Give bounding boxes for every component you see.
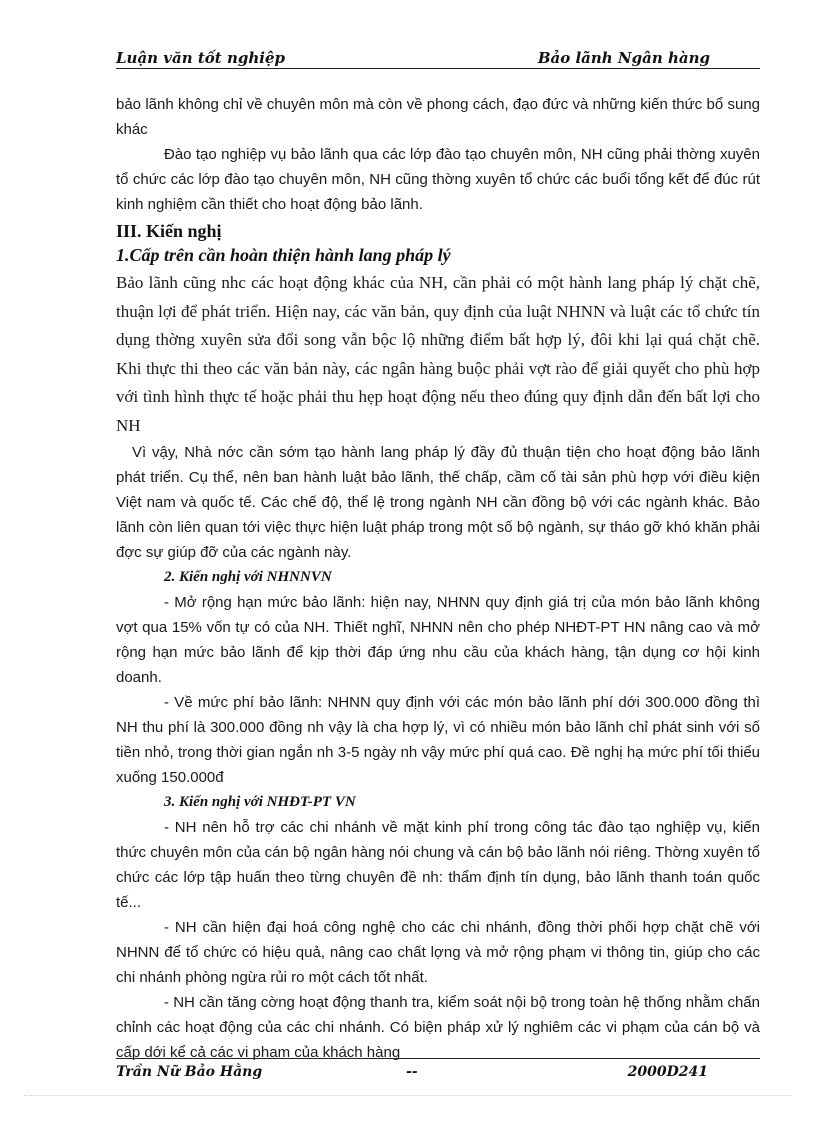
- heading-recommendations: III. Kiến nghị: [116, 221, 222, 241]
- page-header: [116, 46, 760, 69]
- heading-legal-framework: 1.Cấp trên cần hoàn thiện hành lang pháp lý: [116, 245, 451, 265]
- paragraph-branch-support: - NH nên hỗ trợ các chi nhánh về mặt kinh phí trong công tác đào tạo nghiệp vụ, kiến thức chuyên môn của cán bộ ngân hàng nói chung và cán bộ bảo lãnh nói riêng. Thờng xuyên tổ chức các lớp tập huấn theo từng chuyên đề nh: thẩm định tín dụng, bảo lãnh thanh toán quốc tế...: [116, 819, 760, 911]
- page-edge-divider: [24, 1095, 792, 1096]
- paragraph-modernization: - NH cần hiện đại hoá công nghệ cho các chi nhánh, đồng thời phối hợp chặt chẽ với NHNN để tổ chức có hiệu quả, nâng cao chất lợng và mở rộng phạm vi thông tin, giúp cho các chi nhánh phòng ngừa rủi ro một cách tốt nhất.: [116, 919, 760, 986]
- page-body: [116, 92, 760, 1065]
- header-topic-label: Bảo lãnh Ngân hàng: [537, 49, 710, 67]
- footer-page-number: --: [406, 1064, 418, 1079]
- page-footer: [116, 1058, 760, 1079]
- paragraph-state-action: Vì vậy, Nhà nớc cần sớm tạo hành lang pháp lý đầy đủ thuận tiện cho hoạt động bảo lãnh phát triển. Cụ thể, nên ban hành luật bảo lãnh, thế chấp, cầm cố tài sản phù hợp với điều kiện Việt nam và quốc tế. Các chế độ, thể lệ trong ngành NH cần đồng bộ với các ngành khác. Bảo lãnh còn liên quan tới việc thực hiện luật pháp trong một số bộ ngành, sự tháo gỡ khó khăn phải đợc sự giúp đỡ của các ngành này.: [116, 444, 760, 561]
- paragraph-legal-framework: Bảo lãnh cũng nhc các hoạt động khác của NH, cần phải có một hành lang pháp lý chặt chẽ, thuận lợi để phát triển. Hiện nay, các văn bản, quy định của luật NHNN và luật các tổ chức tín dụng thờng xuyên sửa đổi song vẫn bộc lộ những điểm bất hợp lý, đôi khi lại quá chặt chẽ. Khi thực thi theo các văn bản này, các ngân hàng buộc phải vợt rào để giải quyết cho phù hợp với tình hình thực tế hoặc phải thu hẹp hoạt động nếu theo đúng quy định dẫn đến bất lợi cho NH: [116, 273, 760, 435]
- header-thesis-label: Luận văn tốt nghiệp: [116, 49, 285, 67]
- paragraph-training-continued: bảo lãnh không chỉ về chuyên môn mà còn về phong cách, đạo đức và những kiến thức bổ sung khác: [116, 96, 760, 138]
- paragraph-guarantee-limit: - Mở rộng hạn mức bảo lãnh: hiện nay, NHNN quy định giá trị của món bảo lãnh không vợt qua 15% vốn tự có của NH. Thiết nghĩ, NHNN nên cho phép NHĐT-PT HN nâng cao và mở rộng hạn mức bảo lãnh để kịp thời đáp ứng nhu cầu của khách hàng, tận dụng cơ hội kinh doanh.: [116, 594, 760, 686]
- heading-recommend-nhnnvn: 2. Kiến nghị với NHNNVN: [164, 569, 332, 585]
- heading-recommend-nhdt: 3. Kiến nghị với NHĐT-PT VN: [164, 794, 356, 810]
- footer-student-id: 2000D241: [627, 1064, 708, 1079]
- paragraph-internal-control: - NH cần tăng cờng hoạt động thanh tra, kiểm soát nội bộ trong toàn hệ thống nhằm chấn chỉnh các hoạt động của các chi nhánh. Có biện pháp xử lý nghiêm các vi phạm của cán bộ và cấp dới kể cả các vi phạm của khách hàng: [116, 994, 760, 1061]
- paragraph-training-courses: Đào tạo nghiệp vụ bảo lãnh qua các lớp đào tạo chuyên môn, NH cũng phải thờng xuyên tổ chức các lớp đào tạo chuyên môn, NH cũng thờng xuyên tổ chức các buổi tổng kết để đúc rút kinh nghiệm cần thiết cho hoạt động bảo lãnh.: [116, 146, 760, 213]
- footer-author: Trần Nữ Bảo Hằng: [116, 1064, 263, 1079]
- paragraph-guarantee-fee: - Về mức phí bảo lãnh: NHNN quy định với các món bảo lãnh phí dới 300.000 đồng thì NH thu phí là 300.000 đồng nh vậy là cha hợp lý, vì có nhiều món bảo lãnh chỉ phát sinh với số tiền nhỏ, trong thời gian ngắn nh 3-5 ngày nh vậy mức phí quá cao. Đề nghị hạ mức phí tối thiểu xuống 150.000đ: [116, 694, 760, 786]
